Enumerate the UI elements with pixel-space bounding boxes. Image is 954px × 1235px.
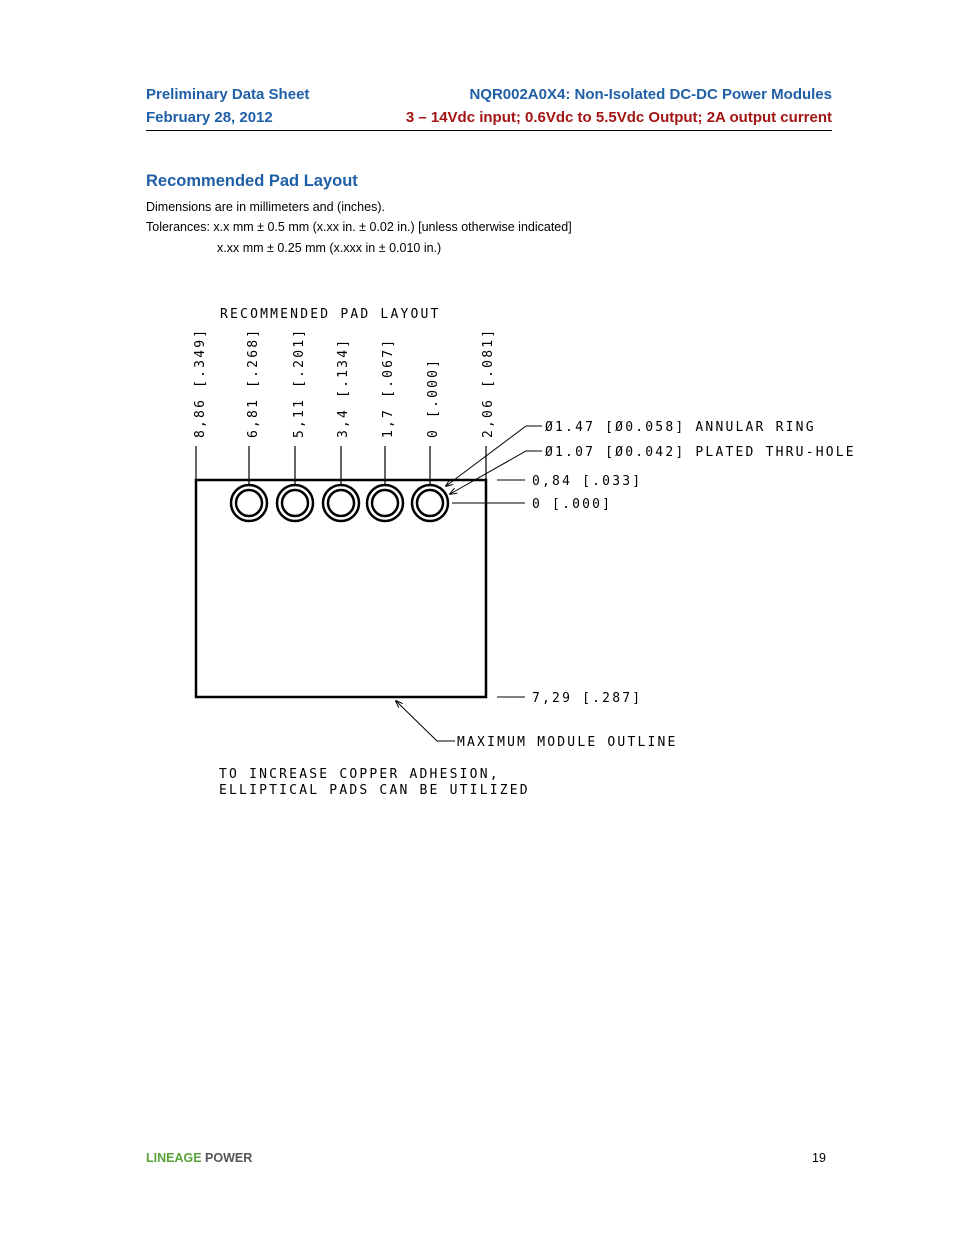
pad-hole <box>282 490 308 516</box>
pads <box>231 485 448 521</box>
section-title: Recommended Pad Layout <box>146 172 358 190</box>
x-dim-label: 5,11 [.201] <box>292 327 307 438</box>
pad-hole <box>372 490 398 516</box>
outline-label: MAXIMUM MODULE OUTLINE <box>457 735 678 750</box>
y-dim-label: 0 [.000] <box>532 497 613 512</box>
doc-type: Preliminary Data Sheet <box>146 86 310 103</box>
footer-brand <box>146 1151 252 1165</box>
x-dim-label: 1,7 [.067] <box>381 337 396 438</box>
page-number: 19 <box>812 1151 826 1165</box>
product-title: NQR002A0X4: Non-Isolated DC-DC Power Modules <box>469 86 832 103</box>
drawing-title: RECOMMENDED PAD LAYOUT <box>220 307 441 322</box>
pad-hole <box>328 490 354 516</box>
pad-hole <box>417 490 443 516</box>
x-dim-label: 3,4 [.134] <box>336 337 351 438</box>
x-dim-label: 6,81 [.268] <box>246 327 261 438</box>
x-dim-label: 8,86 [.349] <box>193 327 208 438</box>
y-dim-label: 0,84 [.033] <box>532 474 643 489</box>
drawing-note-line-1: TO INCREASE COPPER ADHESION, <box>219 767 500 782</box>
tolerance-line-1: Tolerances: x.x mm ± 0.5 mm (x.xx in. ± 0.02 in.) [unless otherwise indicated] <box>146 220 572 234</box>
y-dim-label: 7,29 [.287] <box>532 691 643 706</box>
brand-power: POWER <box>205 1151 253 1165</box>
pad-hole <box>236 490 262 516</box>
doc-date: February 28, 2012 <box>146 109 273 126</box>
x-dim-label: 2,06 [.081] <box>481 327 496 438</box>
brand-lineage: LINEAGE <box>146 1151 202 1165</box>
annular-ring-callout: Ø1.47 [Ø0.058] ANNULAR RING <box>545 420 816 435</box>
product-subtitle: 3 – 14Vdc input; 0.6Vdc to 5.5Vdc Output; 2A output current <box>405 109 832 126</box>
plated-thru-hole-callout: Ø1.07 [Ø0.042] PLATED THRU-HOLE <box>545 445 856 460</box>
tolerance-line-2: x.xx mm ± 0.25 mm (x.xxx in ± 0.010 in.) <box>217 241 442 255</box>
callout-leaders <box>396 426 542 741</box>
drawing-note-line-2: ELLIPTICAL PADS CAN BE UTILIZED <box>219 783 530 798</box>
x-dim-label: 0 [.000] <box>426 357 441 438</box>
dimensions-note: Dimensions are in millimeters and (inches). <box>146 200 385 214</box>
